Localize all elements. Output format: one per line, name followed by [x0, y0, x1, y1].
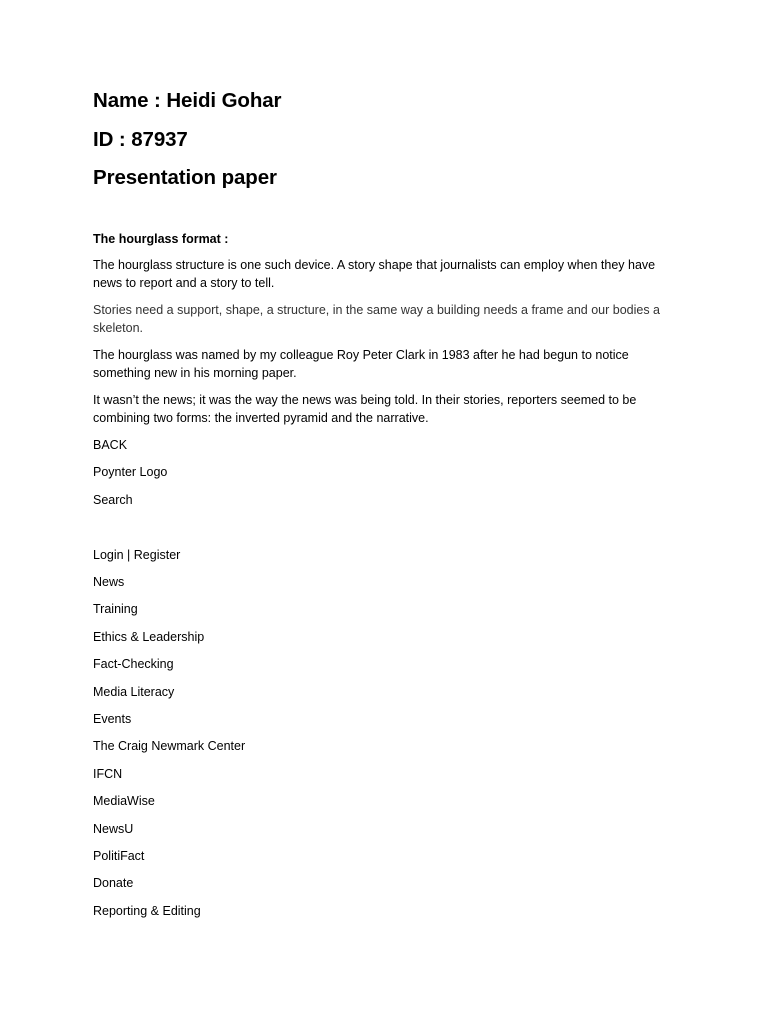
nav-item-poynter-logo: Poynter Logo: [93, 465, 168, 480]
student-name: Name : Heidi Gohar: [93, 89, 282, 112]
nav-item-craig-newmark-center: The Craig Newmark Center: [93, 739, 246, 754]
body-content: [93, 257, 678, 930]
pasted-nav-list: [93, 437, 678, 920]
nav-item-media-literacy: Media Literacy: [93, 684, 175, 699]
paragraph-3: The hourglass was named by my colleague Roy Peter Clark in 1983 after he had begun to notice something new in his morning paper.: [93, 348, 629, 380]
nav-item-login-register: Login | Register: [93, 547, 181, 562]
nav-item-reporting-editing: Reporting & Editing: [93, 903, 201, 918]
nav-item-fact-checking: Fact-Checking: [93, 657, 174, 672]
nav-item-back: BACK: [93, 438, 128, 452]
nav-item-mediawise: MediaWise: [93, 794, 155, 809]
paragraph-4: It wasn’t the news; it was the way the news was being told. In their stories, reporters seemed to be combining two forms: the inverted pyramid and the narrative.: [93, 393, 637, 425]
nav-item-events: Events: [93, 712, 132, 727]
paragraph-1: The hourglass structure is one such device. A story shape that journalists can employ when they have news to report and a story to tell.: [93, 258, 656, 290]
nav-item-politifact: PolitiFact: [93, 848, 145, 863]
document-title: Presentation paper: [93, 166, 277, 189]
nav-item-newsu: NewsU: [93, 821, 134, 836]
nav-item-training: Training: [93, 602, 138, 617]
nav-item-donate: Donate: [93, 876, 134, 891]
section-title: The hourglass format :: [93, 232, 229, 246]
student-id: ID : 87937: [93, 127, 188, 151]
nav-item-search: Search: [93, 492, 133, 507]
nav-item-ifcn: IFCN: [93, 766, 123, 781]
document-page: [93, 86, 678, 918]
paragraph-2: Stories need a support, shape, a structure, in the same way a building needs a frame and our bodies a skeleton.: [93, 303, 661, 335]
nav-item-ethics-leadership: Ethics & Leadership: [93, 629, 205, 644]
nav-item-news: News: [93, 575, 125, 590]
